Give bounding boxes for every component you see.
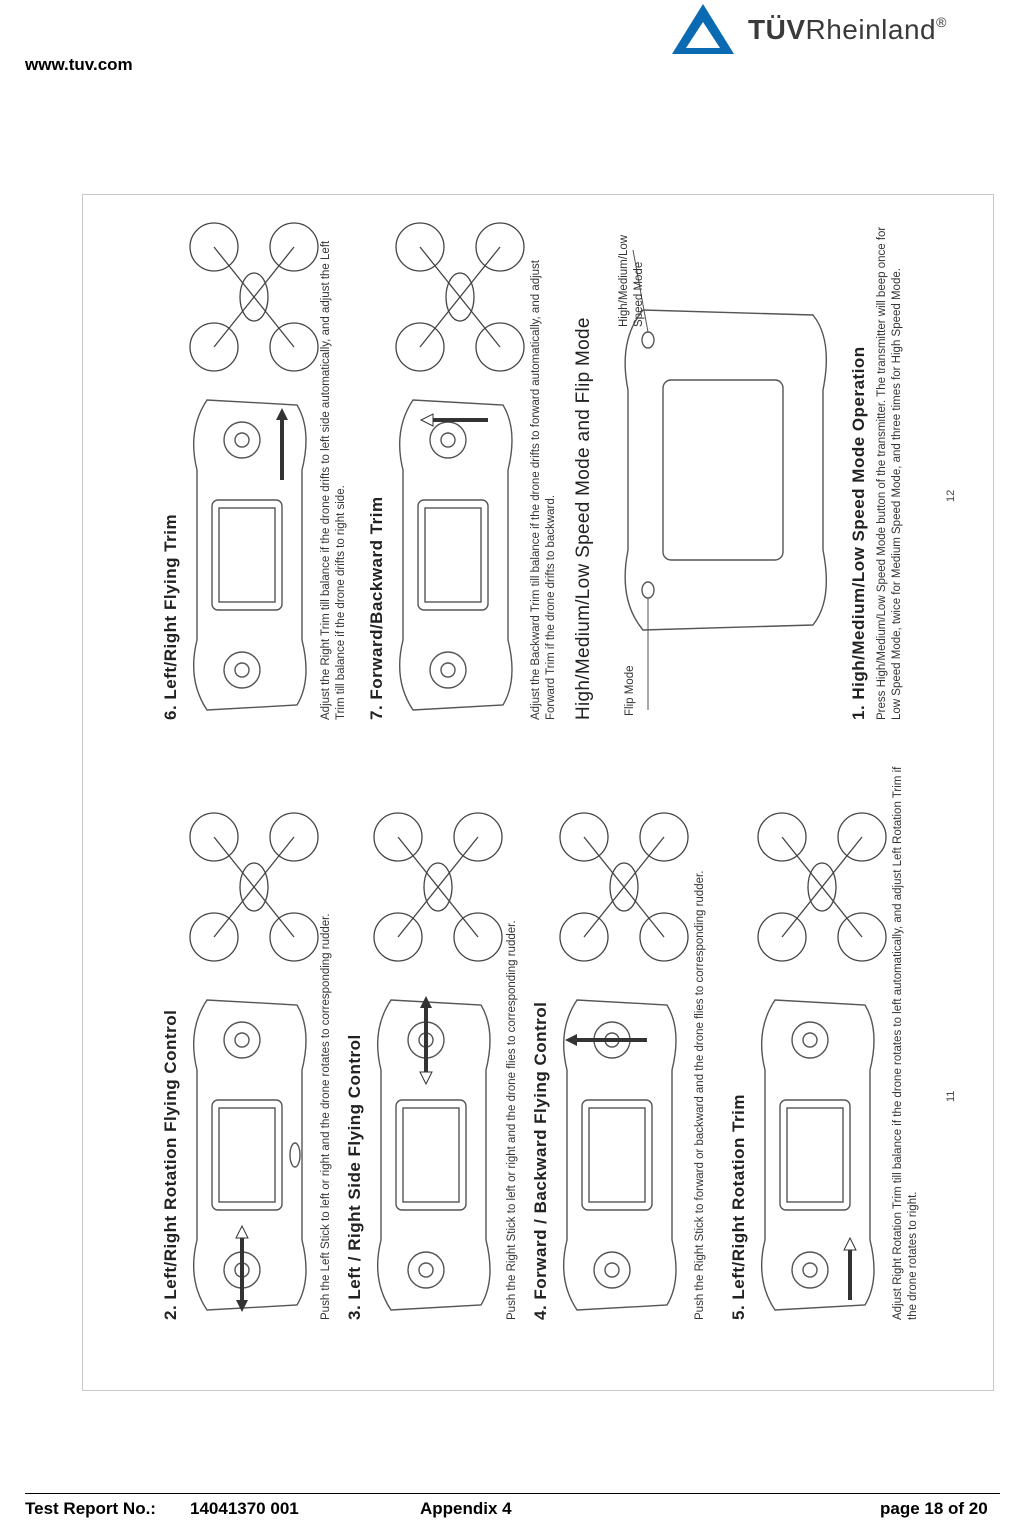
drone-figure-3 bbox=[363, 802, 518, 972]
triangle-logo-icon bbox=[668, 0, 738, 58]
appendix-label: Appendix 4 bbox=[420, 1499, 512, 1518]
mode-heading: High/Medium/Low Speed Mode and Flip Mode bbox=[573, 317, 594, 720]
drone-figure-7 bbox=[385, 212, 540, 382]
logo-text: Rheinland bbox=[805, 14, 937, 45]
section-body-4: Push the Right Stick to forward or backward and the drone flies to corresponding rudder. bbox=[694, 870, 706, 1320]
drone-figure-6 bbox=[179, 212, 334, 382]
rotated-manual-spread bbox=[83, 195, 994, 1391]
drone-figure-4 bbox=[549, 802, 704, 972]
drone-figure-5 bbox=[747, 802, 902, 972]
flip-mode-label: Flip Mode bbox=[624, 665, 636, 716]
manual-scan-frame bbox=[82, 194, 994, 1391]
section-title-3: 3. Left / Right Side Flying Control bbox=[345, 1034, 364, 1320]
operation-body: Press High/Medium/Low Speed Mode button of the transmitter. The transmitter will beep once for Low Speed Mode, twice for Medium Speed Mode, and three times for High Speed Mode. bbox=[876, 226, 903, 720]
transmitter-figure-4 bbox=[557, 990, 692, 1320]
section-body-6: Adjust the Right Trim till balance if the drone drifts to left side automatically, and adjust the Left Trim till balance if the drone drifts to right side. bbox=[320, 240, 347, 720]
logo-text-bold: TÜV bbox=[748, 14, 806, 45]
page-indicator: page 18 of 20 bbox=[880, 1499, 988, 1518]
footer-divider bbox=[25, 1493, 1000, 1494]
section-title-5: 5. Left/Right Rotation Trim bbox=[729, 1094, 748, 1320]
section-title-4: 4. Forward / Backward Flying Control bbox=[531, 1001, 550, 1320]
section-body-7: Adjust the Backward Trim till balance if the drone drifts to forward automatically, and adjust Forward Trim if the drone drifts to backward. bbox=[530, 259, 557, 720]
section-body-2: Push the Left Stick to left or right and the drone rotates to corresponding rudder. bbox=[320, 913, 332, 1320]
transmitter-figure-5 bbox=[755, 990, 890, 1320]
transmitter-figure-3 bbox=[371, 990, 506, 1320]
section-title-2: 2. Left/Right Rotation Flying Control bbox=[161, 1009, 180, 1320]
section-body-5: Adjust Right Rotation Trim till balance if the drone rotates to left automatically, and adjust Left Rotation Trim if the drone rotates to right. bbox=[892, 766, 919, 1320]
report-number: 14041370 001 bbox=[190, 1499, 299, 1518]
transmitter-figure-7 bbox=[393, 390, 528, 720]
website-url: www.tuv.com bbox=[25, 55, 133, 74]
section-title-7: 7. Forward/Backward Trim bbox=[367, 496, 386, 720]
section-body-3: Push the Right Stick to left or right and the drone flies to corresponding rudder. bbox=[506, 920, 518, 1320]
transmitter-figure-6 bbox=[187, 390, 322, 720]
logo-registered-mark: ® bbox=[936, 14, 947, 30]
drone-figure-2 bbox=[179, 802, 334, 972]
speed-mode-label-line1: High/Medium/Low bbox=[618, 234, 630, 327]
transmitter-figure-2 bbox=[187, 990, 322, 1320]
report-number-label: Test Report No.: bbox=[25, 1499, 156, 1518]
speed-mode-label-line2: Speed Mode bbox=[633, 261, 645, 327]
page-number-right: 12 bbox=[945, 489, 957, 502]
tuv-rheinland-logo bbox=[668, 0, 998, 58]
operation-title: 1. High/Medium/Low Speed Mode Operation bbox=[849, 346, 868, 720]
page-number-left: 11 bbox=[945, 1090, 957, 1102]
section-title-6: 6. Left/Right Flying Trim bbox=[161, 513, 180, 720]
transmitter-mode-figure bbox=[613, 240, 848, 720]
